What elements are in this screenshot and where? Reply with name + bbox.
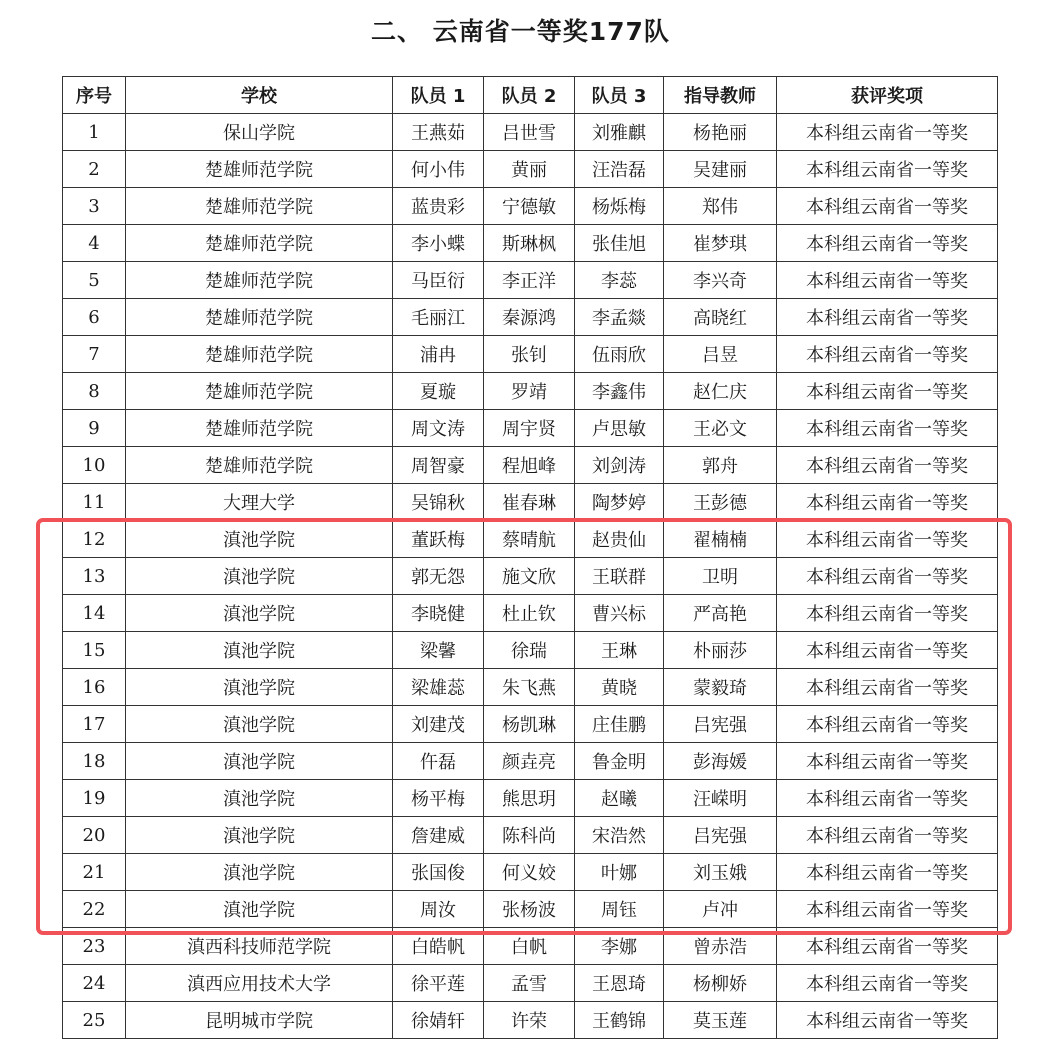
cell-award: 本科组云南省一等奖	[777, 262, 998, 299]
cell-member-3: 王联群	[575, 558, 664, 595]
cell-member-2: 吕世雪	[484, 114, 575, 151]
cell-school: 滇池学院	[126, 817, 393, 854]
table-row	[63, 558, 998, 595]
cell-advisor: 吴建丽	[664, 151, 777, 188]
table-row	[63, 299, 998, 336]
cell-index: 17	[63, 706, 126, 743]
cell-index: 3	[63, 188, 126, 225]
cell-member-2: 白帆	[484, 928, 575, 965]
cell-member-2: 孟雪	[484, 965, 575, 1002]
table-row	[63, 262, 998, 299]
cell-member-2: 秦源鸿	[484, 299, 575, 336]
cell-school: 滇池学院	[126, 891, 393, 928]
cell-advisor: 朴丽莎	[664, 632, 777, 669]
cell-member-2: 程旭峰	[484, 447, 575, 484]
cell-member-2: 崔春琳	[484, 484, 575, 521]
table-row	[63, 965, 998, 1002]
cell-member-3: 叶娜	[575, 854, 664, 891]
cell-member-1: 周汝	[393, 891, 484, 928]
cell-advisor: 崔梦琪	[664, 225, 777, 262]
cell-member-1: 李小蝶	[393, 225, 484, 262]
cell-school: 楚雄师范学院	[126, 299, 393, 336]
cell-school: 滇池学院	[126, 743, 393, 780]
cell-member-2: 颜垚亮	[484, 743, 575, 780]
cell-member-2: 朱飞燕	[484, 669, 575, 706]
cell-member-1: 杨平梅	[393, 780, 484, 817]
table-row	[63, 928, 998, 965]
table-row	[63, 817, 998, 854]
cell-index: 10	[63, 447, 126, 484]
cell-member-1: 仵磊	[393, 743, 484, 780]
cell-member-1: 蓝贵彩	[393, 188, 484, 225]
cell-award: 本科组云南省一等奖	[777, 373, 998, 410]
table-row	[63, 188, 998, 225]
cell-school: 楚雄师范学院	[126, 188, 393, 225]
cell-index: 9	[63, 410, 126, 447]
cell-advisor: 吕宪强	[664, 817, 777, 854]
cell-member-3: 曹兴标	[575, 595, 664, 632]
table-row	[63, 891, 998, 928]
cell-award: 本科组云南省一等奖	[777, 669, 998, 706]
column-header-school: 学校	[126, 77, 393, 114]
cell-member-3: 庄佳鹏	[575, 706, 664, 743]
cell-member-3: 宋浩然	[575, 817, 664, 854]
cell-award: 本科组云南省一等奖	[777, 595, 998, 632]
cell-member-3: 王鹤锦	[575, 1002, 664, 1039]
cell-school: 滇池学院	[126, 669, 393, 706]
cell-advisor: 王彭德	[664, 484, 777, 521]
cell-member-1: 马臣衍	[393, 262, 484, 299]
table-row	[63, 336, 998, 373]
cell-index: 5	[63, 262, 126, 299]
cell-member-3: 李鑫伟	[575, 373, 664, 410]
cell-award: 本科组云南省一等奖	[777, 891, 998, 928]
cell-member-2: 李正洋	[484, 262, 575, 299]
cell-school: 楚雄师范学院	[126, 336, 393, 373]
cell-member-2: 杜止钦	[484, 595, 575, 632]
table-body	[63, 114, 998, 1039]
cell-school: 滇池学院	[126, 595, 393, 632]
cell-school: 滇西应用技术大学	[126, 965, 393, 1002]
cell-member-1: 梁雄蕊	[393, 669, 484, 706]
cell-member-2: 何义姣	[484, 854, 575, 891]
cell-award: 本科组云南省一等奖	[777, 151, 998, 188]
cell-member-3: 刘雅麒	[575, 114, 664, 151]
cell-member-2: 斯琳枫	[484, 225, 575, 262]
table-row	[63, 632, 998, 669]
cell-school: 滇池学院	[126, 632, 393, 669]
column-header-member-3: 队员 3	[575, 77, 664, 114]
cell-member-3: 鲁金明	[575, 743, 664, 780]
cell-member-1: 白皓帆	[393, 928, 484, 965]
cell-member-3: 周钰	[575, 891, 664, 928]
cell-school: 滇池学院	[126, 854, 393, 891]
table-row	[63, 669, 998, 706]
table-row	[63, 780, 998, 817]
cell-index: 18	[63, 743, 126, 780]
cell-member-3: 赵曦	[575, 780, 664, 817]
table-row	[63, 854, 998, 891]
table-row	[63, 743, 998, 780]
cell-index: 22	[63, 891, 126, 928]
cell-advisor: 严高艳	[664, 595, 777, 632]
cell-index: 4	[63, 225, 126, 262]
cell-index: 7	[63, 336, 126, 373]
cell-advisor: 卢冲	[664, 891, 777, 928]
cell-member-2: 蔡晴航	[484, 521, 575, 558]
table-row	[63, 595, 998, 632]
cell-member-3: 伍雨欣	[575, 336, 664, 373]
cell-index: 24	[63, 965, 126, 1002]
cell-member-1: 张国俊	[393, 854, 484, 891]
cell-member-1: 董跃梅	[393, 521, 484, 558]
cell-member-2: 黄丽	[484, 151, 575, 188]
cell-member-1: 徐平莲	[393, 965, 484, 1002]
cell-member-1: 梁馨	[393, 632, 484, 669]
cell-member-3: 杨烁梅	[575, 188, 664, 225]
cell-member-3: 黄晓	[575, 669, 664, 706]
table-row	[63, 373, 998, 410]
table-row	[63, 151, 998, 188]
cell-member-1: 吴锦秋	[393, 484, 484, 521]
cell-award: 本科组云南省一等奖	[777, 225, 998, 262]
cell-advisor: 刘玉娥	[664, 854, 777, 891]
cell-advisor: 吕昱	[664, 336, 777, 373]
cell-award: 本科组云南省一等奖	[777, 817, 998, 854]
cell-member-3: 汪浩磊	[575, 151, 664, 188]
cell-member-1: 徐婧轩	[393, 1002, 484, 1039]
cell-award: 本科组云南省一等奖	[777, 484, 998, 521]
cell-index: 21	[63, 854, 126, 891]
cell-advisor: 吕宪强	[664, 706, 777, 743]
cell-member-2: 罗靖	[484, 373, 575, 410]
table-row	[63, 410, 998, 447]
cell-member-2: 张杨波	[484, 891, 575, 928]
cell-award: 本科组云南省一等奖	[777, 706, 998, 743]
table-row	[63, 114, 998, 151]
column-header-award: 获评奖项	[777, 77, 998, 114]
table-row	[63, 484, 998, 521]
cell-member-1: 刘建茂	[393, 706, 484, 743]
cell-member-3: 刘剑涛	[575, 447, 664, 484]
cell-advisor: 蒙毅琦	[664, 669, 777, 706]
cell-award: 本科组云南省一等奖	[777, 780, 998, 817]
cell-advisor: 卫明	[664, 558, 777, 595]
cell-advisor: 郭舟	[664, 447, 777, 484]
cell-member-3: 张佳旭	[575, 225, 664, 262]
column-header-index: 序号	[63, 77, 126, 114]
cell-award: 本科组云南省一等奖	[777, 743, 998, 780]
cell-school: 滇池学院	[126, 521, 393, 558]
table-row	[63, 521, 998, 558]
cell-school: 楚雄师范学院	[126, 373, 393, 410]
cell-school: 楚雄师范学院	[126, 410, 393, 447]
cell-award: 本科组云南省一等奖	[777, 854, 998, 891]
cell-school: 保山学院	[126, 114, 393, 151]
cell-member-2: 张钊	[484, 336, 575, 373]
cell-advisor: 高晓红	[664, 299, 777, 336]
cell-school: 滇池学院	[126, 780, 393, 817]
cell-member-2: 陈科尚	[484, 817, 575, 854]
cell-member-2: 施文欣	[484, 558, 575, 595]
cell-school: 楚雄师范学院	[126, 225, 393, 262]
cell-index: 23	[63, 928, 126, 965]
table-row	[63, 706, 998, 743]
cell-award: 本科组云南省一等奖	[777, 299, 998, 336]
cell-award: 本科组云南省一等奖	[777, 1002, 998, 1039]
cell-school: 昆明城市学院	[126, 1002, 393, 1039]
cell-school: 滇池学院	[126, 558, 393, 595]
cell-index: 6	[63, 299, 126, 336]
cell-award: 本科组云南省一等奖	[777, 928, 998, 965]
cell-award: 本科组云南省一等奖	[777, 521, 998, 558]
cell-member-3: 陶梦婷	[575, 484, 664, 521]
cell-school: 楚雄师范学院	[126, 447, 393, 484]
cell-member-3: 李孟燚	[575, 299, 664, 336]
table-header-row	[63, 77, 998, 114]
cell-member-2: 周宇贤	[484, 410, 575, 447]
cell-advisor: 翟楠楠	[664, 521, 777, 558]
cell-index: 8	[63, 373, 126, 410]
awards-table	[62, 76, 998, 1039]
cell-advisor: 彭海媛	[664, 743, 777, 780]
cell-member-1: 浦冉	[393, 336, 484, 373]
cell-member-3: 李娜	[575, 928, 664, 965]
cell-member-3: 王恩琦	[575, 965, 664, 1002]
cell-member-2: 徐瑞	[484, 632, 575, 669]
cell-index: 16	[63, 669, 126, 706]
cell-advisor: 曾赤浩	[664, 928, 777, 965]
cell-member-1: 毛丽江	[393, 299, 484, 336]
cell-member-2: 许荣	[484, 1002, 575, 1039]
cell-member-1: 李晓健	[393, 595, 484, 632]
cell-index: 14	[63, 595, 126, 632]
cell-member-1: 周文涛	[393, 410, 484, 447]
cell-advisor: 莫玉莲	[664, 1002, 777, 1039]
cell-member-3: 赵贵仙	[575, 521, 664, 558]
cell-index: 13	[63, 558, 126, 595]
cell-advisor: 杨柳娇	[664, 965, 777, 1002]
cell-member-1: 郭无怨	[393, 558, 484, 595]
column-header-member-1: 队员 1	[393, 77, 484, 114]
cell-index: 25	[63, 1002, 126, 1039]
column-header-member-2: 队员 2	[484, 77, 575, 114]
cell-member-1: 周智豪	[393, 447, 484, 484]
cell-advisor: 郑伟	[664, 188, 777, 225]
cell-index: 11	[63, 484, 126, 521]
cell-advisor: 王必文	[664, 410, 777, 447]
cell-advisor: 李兴奇	[664, 262, 777, 299]
table-row	[63, 225, 998, 262]
cell-award: 本科组云南省一等奖	[777, 410, 998, 447]
cell-member-3: 李蕊	[575, 262, 664, 299]
cell-award: 本科组云南省一等奖	[777, 188, 998, 225]
cell-award: 本科组云南省一等奖	[777, 558, 998, 595]
cell-index: 15	[63, 632, 126, 669]
cell-advisor: 赵仁庆	[664, 373, 777, 410]
cell-member-1: 夏璇	[393, 373, 484, 410]
cell-member-2: 杨凯琳	[484, 706, 575, 743]
cell-award: 本科组云南省一等奖	[777, 336, 998, 373]
cell-award: 本科组云南省一等奖	[777, 447, 998, 484]
table-row	[63, 1002, 998, 1039]
cell-member-2: 宁德敏	[484, 188, 575, 225]
cell-member-3: 王琳	[575, 632, 664, 669]
cell-member-3: 卢思敏	[575, 410, 664, 447]
cell-school: 楚雄师范学院	[126, 262, 393, 299]
cell-index: 19	[63, 780, 126, 817]
table-row	[63, 447, 998, 484]
cell-award: 本科组云南省一等奖	[777, 965, 998, 1002]
column-header-advisor: 指导教师	[664, 77, 777, 114]
cell-school: 滇西科技师范学院	[126, 928, 393, 965]
cell-index: 12	[63, 521, 126, 558]
cell-index: 20	[63, 817, 126, 854]
cell-advisor: 杨艳丽	[664, 114, 777, 151]
cell-member-1: 詹建威	[393, 817, 484, 854]
cell-advisor: 汪嵘明	[664, 780, 777, 817]
cell-index: 2	[63, 151, 126, 188]
cell-award: 本科组云南省一等奖	[777, 632, 998, 669]
cell-member-2: 熊思玥	[484, 780, 575, 817]
cell-index: 1	[63, 114, 126, 151]
cell-school: 楚雄师范学院	[126, 151, 393, 188]
cell-award: 本科组云南省一等奖	[777, 114, 998, 151]
cell-school: 大理大学	[126, 484, 393, 521]
cell-school: 滇池学院	[126, 706, 393, 743]
cell-member-1: 王燕茹	[393, 114, 484, 151]
page-title: 二、 云南省一等奖177队	[371, 17, 670, 46]
cell-member-1: 何小伟	[393, 151, 484, 188]
